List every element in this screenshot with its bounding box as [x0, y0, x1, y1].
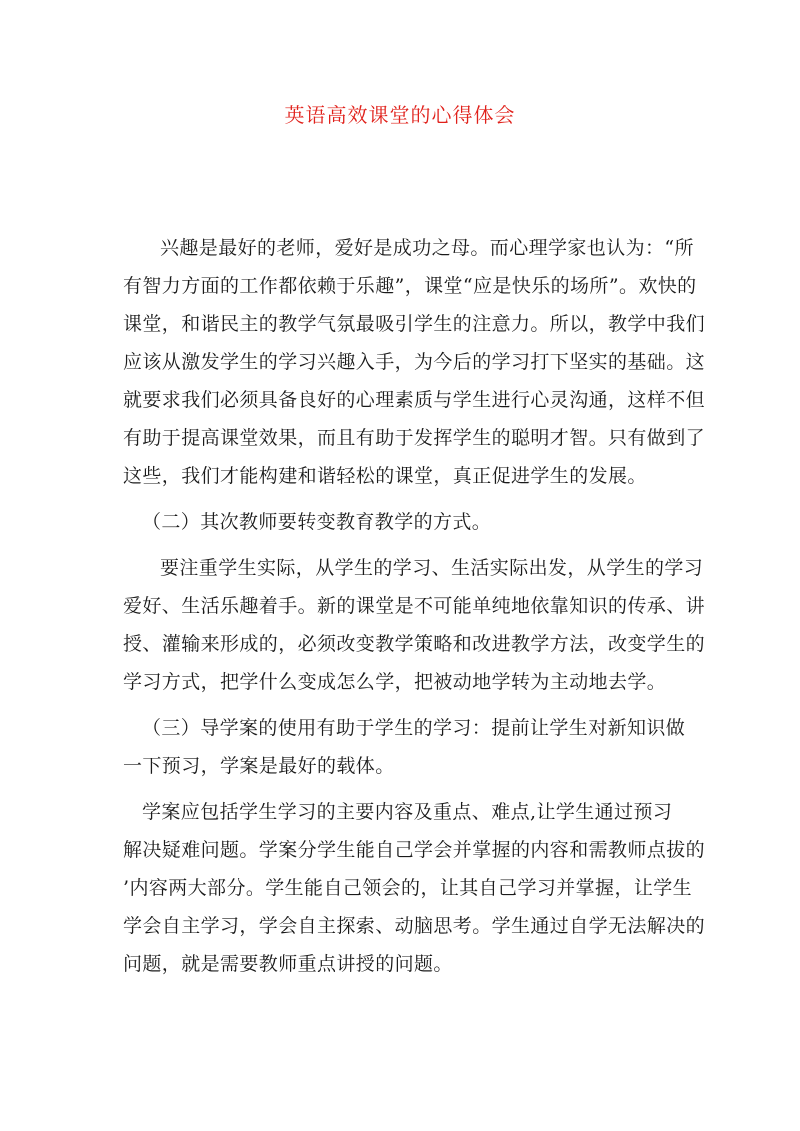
paragraph-line: 授、灌输来形成的，必须改变教学策略和改进教学方法，改变学生的 [123, 633, 706, 655]
paragraph-line: 应该从激发学生的学习兴趣入手，为今后的学习打下坚实的基础。这 [123, 351, 706, 373]
paragraph-line: 学习方式，把学什么变成怎么学，把被动地学转为主动地去学。 [123, 671, 667, 693]
paragraph-line: 有智力方面的工作都依赖于乐趣”，课堂“应是快乐的场所”。欢快的 [123, 275, 697, 297]
paragraph-line: 就要求我们必须具备良好的心理素质与学生进行心灵沟通，这样不但 [123, 389, 706, 411]
document-title: 英语高效课堂的心得体会 [284, 103, 516, 127]
paragraph-line: 有助于提高课堂效果，而且有助于发挥学生的聪明才智。只有做到了 [123, 427, 706, 449]
paragraph-line: 一下预习，学案是最好的载体。 [123, 755, 395, 777]
paragraph-line: 学会自主学习，学会自主探索、动脑思考。学生通过自学无法解决的 [123, 915, 706, 937]
paragraph-line: 解决疑难问题。学案分学生能自己学会并掌握的内容和需教师点拔的 [123, 839, 706, 861]
paragraph-line: ’内容两大部分。学生能自己领会的，让其自己学习并掌握，让学生 [123, 877, 693, 899]
section-heading: （三）导学案的使用有助于学生的学习：提前让学生对新知识做 [142, 717, 686, 739]
paragraph-line: 要注重学生实际，从学生的学习、生活实际出发，从学生的学习 [160, 557, 704, 579]
section-heading: （二）其次教师要转变教育教学的方式。 [142, 511, 492, 533]
paragraph-line: 课堂，和谐民主的教学气氛最吸引学生的注意力。所以，教学中我们 [123, 313, 706, 335]
paragraph-line: 这些，我们才能构建和谐轻松的课堂，真正促进学生的发展。 [123, 465, 647, 487]
paragraph-line: 问题，就是需要教师重点讲授的问题。 [123, 953, 453, 975]
paragraph-line: 兴趣是最好的老师，爱好是成功之母。而心理学家也认为：“所 [160, 237, 694, 259]
paragraph-line: 学案应包括学生学习的主要内容及重点、难点,让学生通过预习 [142, 801, 673, 823]
paragraph-line: 爱好、生活乐趣着手。新的课堂是不可能单纯地依靠知识的传承、讲 [123, 595, 706, 617]
